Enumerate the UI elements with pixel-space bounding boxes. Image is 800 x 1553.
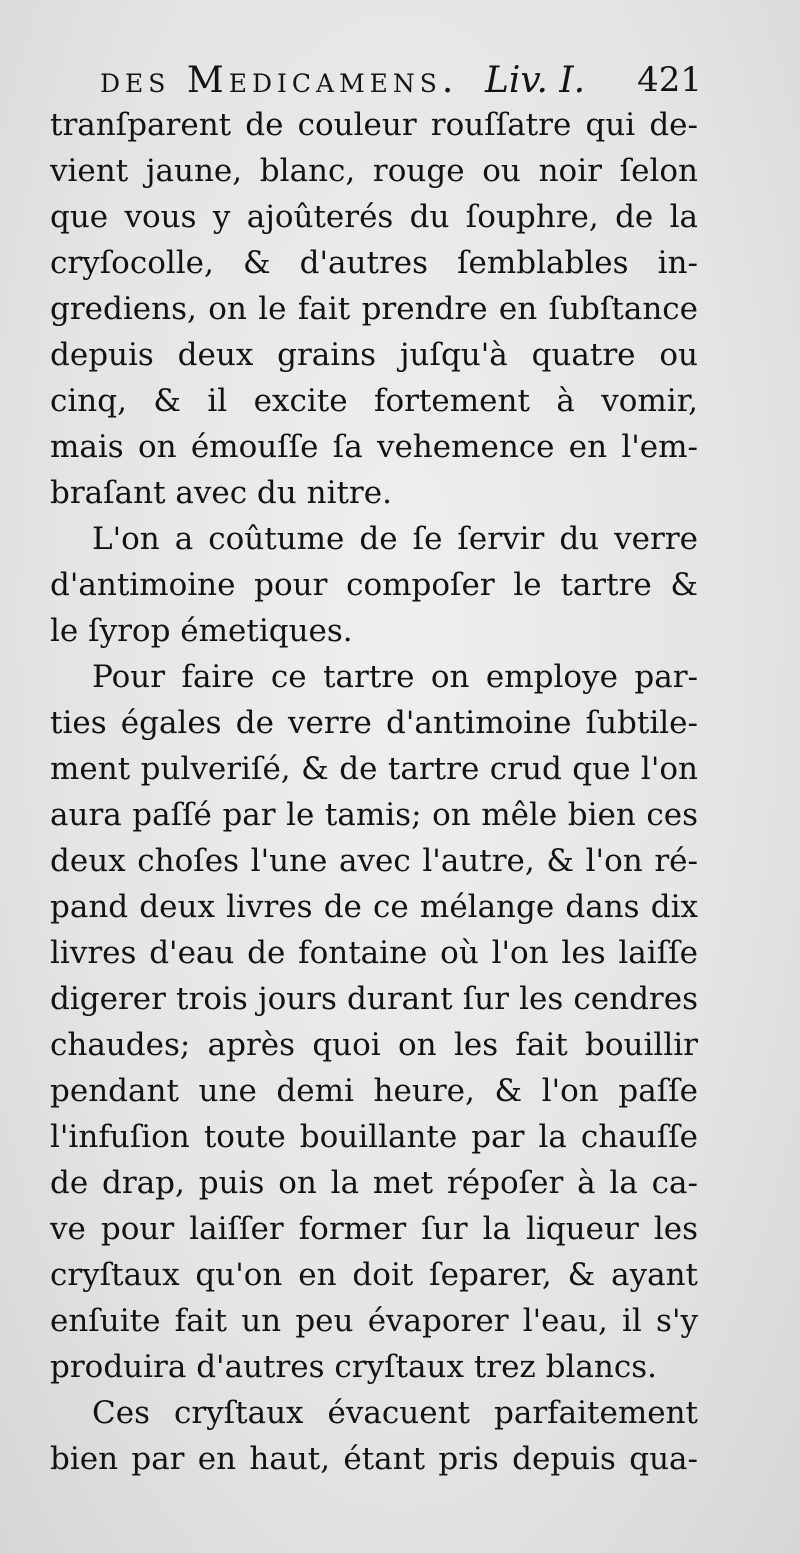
text-line: bien par en haut, étant pris depuis qua- xyxy=(50,1441,698,1477)
text-line: de drap, puis on la met répoſer à la ca- xyxy=(50,1165,698,1201)
text-line: deux choſes l'une avec l'autre, & l'on ré- xyxy=(50,843,698,879)
text-line: cryſocolle, & d'autres ſemblables in- xyxy=(50,245,698,281)
text-line: que vous y ajoûterés du ſouphre, de la xyxy=(50,199,698,235)
text-line: ve pour laiſſer former ſur la liqueur les xyxy=(50,1211,698,1247)
text-line: grediens, on le fait prendre en ſubſtance xyxy=(50,291,698,327)
paragraph-first-line: Ces cryſtaux évacuent parfaitement xyxy=(92,1395,698,1431)
text-line: l'infuſion toute bouillante par la chauſſe xyxy=(50,1119,698,1155)
text-line: livres d'eau de fontaine où l'on les laiſſe xyxy=(50,935,698,971)
text-line: enſuite fait un peu évaporer l'eau, il s'y xyxy=(50,1303,698,1339)
text-line: tranſparent de couleur rouſſatre qui de- xyxy=(50,107,698,143)
text-line: le ſyrop émetiques. xyxy=(50,613,353,649)
book-reference: Liv. I. xyxy=(485,60,586,101)
text-line: digerer trois jours durant ſur les cendres xyxy=(50,981,698,1017)
text-line: cinq, & il excite fortement à vomir, xyxy=(50,383,698,419)
text-line: pendant une demi heure, & l'on paſſe xyxy=(50,1073,698,1109)
paragraph-first-line: L'on a coûtume de ſe ſervir du verre xyxy=(92,521,698,557)
text-line: produira d'autres cryſtaux trez blancs. xyxy=(50,1349,657,1385)
paragraph-first-line: Pour faire ce tartre on employe par- xyxy=(92,659,698,695)
page-header xyxy=(100,58,702,108)
text-line: ties égales de verre d'antimoine ſubtile- xyxy=(50,705,698,741)
text-line: aura paſſé par le tamis; on mêle bien ces xyxy=(50,797,698,833)
text-line: mais on émouſſe ſa vehemence en l'em- xyxy=(50,429,698,465)
text-line: depuis deux grains juſqu'à quatre ou xyxy=(50,337,698,373)
text-line: cryſtaux qu'on en doit ſeparer, & ayant xyxy=(50,1257,698,1293)
text-line: pand deux livres de ce mélange dans dix xyxy=(50,889,698,925)
page-number: 421 xyxy=(637,60,702,100)
text-line: chaudes; après quoi on les fait bouillir xyxy=(50,1027,698,1063)
text-line: braſant avec du nitre. xyxy=(50,475,392,511)
text-line: ment pulveriſé, & de tartre crud que l'on xyxy=(50,751,698,787)
text-line: vient jaune, blanc, rouge ou noir ſelon xyxy=(50,153,698,189)
text-line: d'antimoine pour compoſer le tartre & xyxy=(50,567,698,603)
running-title: des Medicamens. xyxy=(100,60,459,101)
